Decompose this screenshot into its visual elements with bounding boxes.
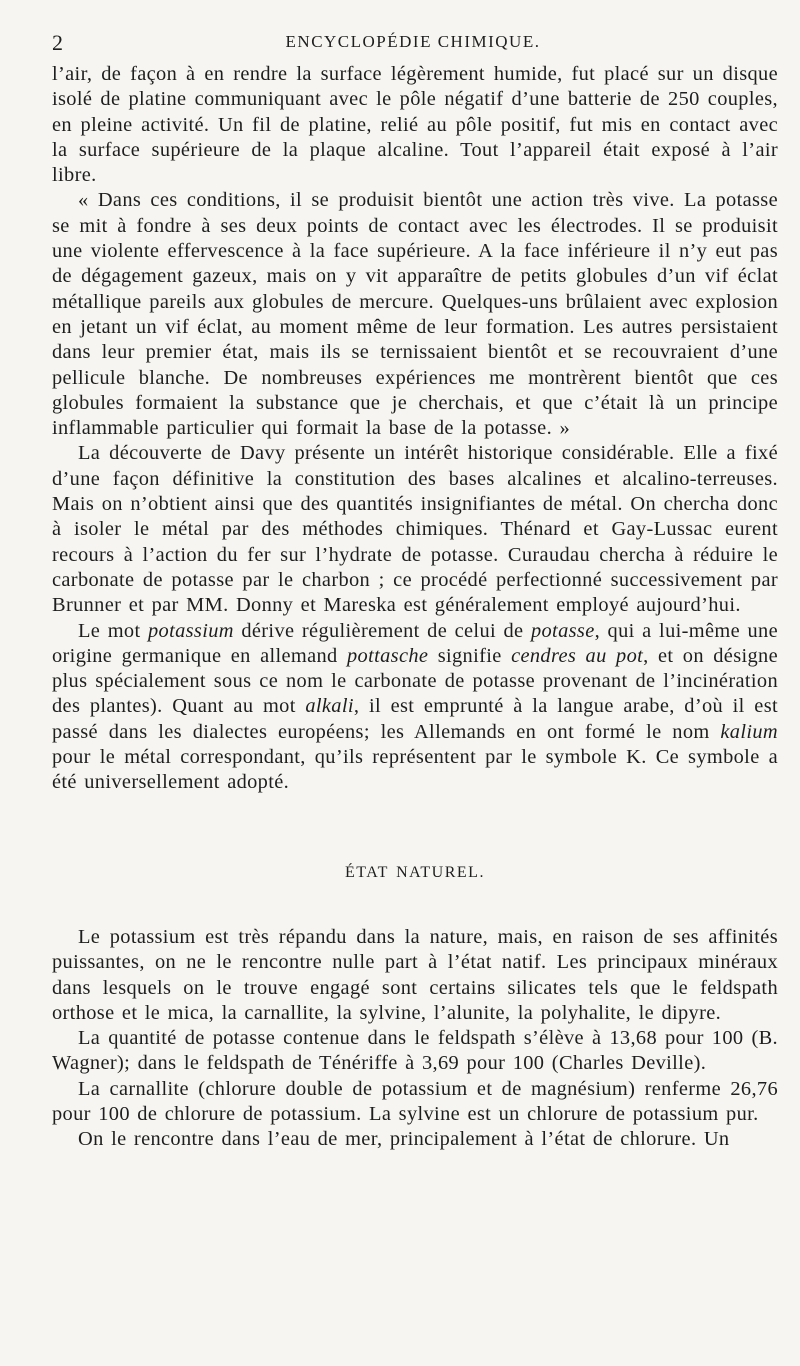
italic-term: pottasche (347, 644, 429, 667)
section-title: ÉTAT NATUREL. (345, 863, 485, 881)
text-run: signifie (428, 644, 512, 667)
italic-term: kalium (720, 720, 778, 743)
text-run: La découverte de Davy présente un intérêt historique considérable. Elle a fixé d’une façon définitive la constitution des bases alcalines et alcalino-terreuses. Mais on n’obtient ainsi que des quantités insignifiantes de métal. On chercha donc à isoler le métal par des méthodes chimiques. Thénard et Gay-Lussac eurent recours à l’action du fer sur l’hydrate de potasse. Curaudau chercha à réduire le carbonate de potasse par le charbon ; ce procédé perfectionné successivement par Brunner et par MM. Donny et Mareska est généralement employé aujourd’hui. (52, 442, 778, 617)
text-run: l’air, de façon à en rendre la surface légèrement humide, fut placé sur un disque isolé de platine communiquant avec le pôle négatif d’une batterie de 250 couples, en pleine activité. Un fil de platine, relié au pôle positif, fut mis en contact avec la surface supérieure de la plaque alcaline. Tout l’appareil était exposé à l’air libre. (52, 63, 778, 187)
text-run: La quantité de potasse contenue dans le feldspath s’élève à 13,68 pour 100 (B. Wagner); dans le feldspath de Ténériffe à 3,69 pour 100 (Charles Deville). (52, 1027, 778, 1075)
paragraph (52, 925, 778, 1026)
italic-term: potasse (530, 619, 595, 642)
text-run: , il est emprunté à la langue arabe, d’où il est passé dans les dialectes européens; les Allemands en ont formé le nom (52, 695, 778, 743)
page-number: 2 (52, 30, 63, 55)
text-run: pour le métal correspondant, qu’ils représentent par le symbole K. Ce symbole a été universellement adopté. (52, 746, 778, 794)
paragraph (52, 619, 778, 796)
text-run: On le rencontre dans l’eau de mer, principalement à l’état de chlorure. Un (78, 1128, 730, 1151)
page-header (52, 30, 774, 54)
text-run: dérive régulièrement de celui de (233, 619, 531, 642)
italic-term: alkali (305, 695, 354, 718)
paragraph (52, 441, 778, 618)
paragraph (52, 62, 778, 188)
paragraph (52, 1026, 778, 1077)
paragraph (52, 188, 778, 441)
text-run: Le mot (78, 619, 148, 642)
paragraph (52, 1127, 778, 1152)
running-title: ENCYCLOPÉDIE CHIMIQUE. (285, 32, 541, 51)
text-run: , qui a lui-même une origine germanique en allemand (52, 619, 778, 667)
italic-term: cendres au pot (511, 644, 644, 667)
text-run: « Dans ces conditions, il se produisit bientôt une action très vive. La potasse se mit à fondre à ses deux points de contact avec les électrodes. Il se produisit une violente effervescence à la face supérieure. A la face inférieure il n’y eut pas de dégagement gazeux, mais on y vit apparaître de petits globules d’un vif éclat métallique pareils aux globules de mercure. Quelques-uns brûlaient avec explosion en jetant un vif éclat, au moment même de leur formation. Les autres persistaient dans leur premier état, mais ils se ternissaient bientôt et se recouvraient d’une pellicule blanche. De nombreuses expériences me montrèrent bientôt que ces globules formaient la substance que je cherchais, et que c’était là un principe inflammable particulier qui formait la base de la potasse. » (52, 189, 778, 440)
history-section (52, 62, 778, 796)
paragraph (52, 1077, 778, 1128)
natural-state-section (52, 925, 778, 1153)
text-run: La carnallite (chlorure double de potassium et de magnésium) renferme 26,76 pour 100 de chlorure de potassium. La sylvine est un chlorure de potassium pur. (52, 1077, 778, 1125)
text-run: Le potassium est très répandu dans la nature, mais, en raison de ses affinités puissantes, on ne le rencontre nulle part à l’état natif. Les principaux minéraux dans lesquels on le trouve engagé sont certains silicates tels que le feldspath orthose et le mica, la carnallite, la sylvine, l’alunite, la polyhalite, le dipyre. (52, 925, 778, 1024)
text-run: , et on désigne plus spécialement sous ce nom le carbonate de potasse provenant de l’incinération des plantes). Quant au mot (52, 644, 778, 718)
body-text (52, 62, 778, 1153)
italic-term: potassium (147, 619, 234, 642)
